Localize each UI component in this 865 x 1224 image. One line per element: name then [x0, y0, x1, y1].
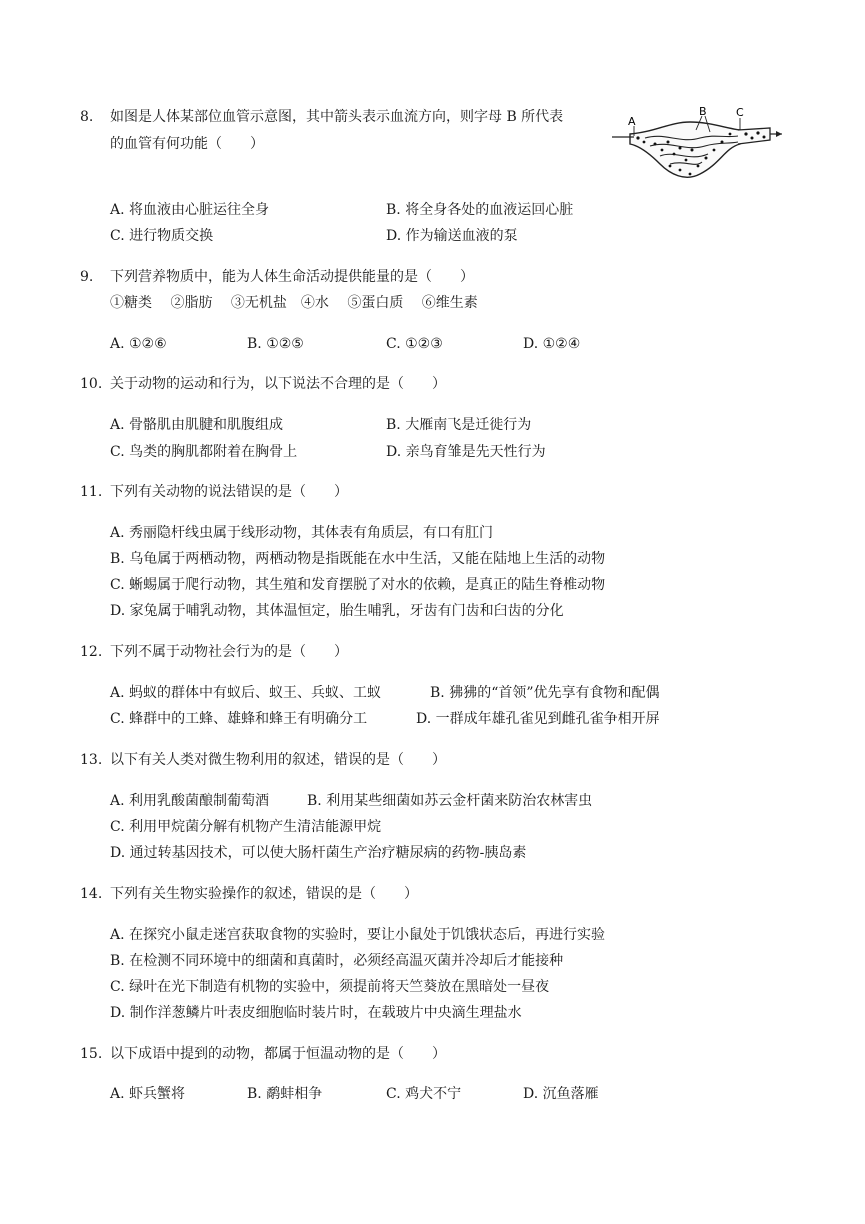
- figure-label-a: A: [628, 115, 636, 128]
- q11-option-a: A. 秀丽隐杆线虫属于线形动物，其体表有角质层，有口有肛门: [110, 525, 494, 541]
- question-9-number: 9.: [80, 269, 94, 285]
- q9-option-c: C. ①②③: [386, 336, 443, 352]
- question-8-stem-line1: 如图是人体某部位血管示意图，其中箭头表示血流方向，则字母 B 所代表: [110, 109, 564, 125]
- q13-option-c: C. 利用甲烷菌分解有机物产生清洁能源甲烷: [110, 819, 382, 835]
- q15-option-c: C. 鸡犬不宁: [386, 1086, 462, 1102]
- q12-option-a: A. 蚂蚁的群体中有蚁后、蚁王、兵蚁、工蚁: [110, 685, 382, 701]
- q15-option-a: A. 虾兵蟹将: [110, 1086, 186, 1102]
- q15-option-b: B. 鹬蚌相争: [247, 1086, 323, 1102]
- q8-option-a: A. 将血液由心脏运往全身: [110, 202, 270, 218]
- question-10-stem: 关于动物的运动和行为，以下说法不合理的是（ ）: [110, 376, 446, 392]
- q13-option-a: A. 利用乳酸菌酿制葡萄酒: [110, 793, 270, 809]
- question-11-number: 11.: [80, 484, 103, 500]
- q11-option-d: D. 家兔属于哺乳动物，其体温恒定，胎生哺乳，牙齿有门齿和臼齿的分化: [110, 603, 564, 619]
- question-8-number: 8.: [80, 109, 94, 125]
- q9-option-d: D. ①②④: [523, 336, 581, 352]
- question-13-stem: 以下有关人类对微生物利用的叙述，错误的是（ ）: [110, 752, 446, 768]
- question-9-items: ①糖类 ②脂肪 ③无机盐 ④水 ⑤蛋白质 ⑥维生素: [110, 295, 478, 311]
- question-15-number: 15.: [80, 1046, 103, 1062]
- q9-option-b: B. ①②⑤: [247, 336, 304, 352]
- q9-option-a: A. ①②⑥: [110, 336, 167, 352]
- blood-vessel-diagram: [610, 104, 785, 188]
- question-11-stem: 下列有关动物的说法错误的是（ ）: [110, 484, 348, 500]
- q12-option-b: B. 狒狒的“首领”优先享有食物和配偶: [430, 685, 660, 701]
- q15-option-d: D. 沉鱼落雁: [523, 1086, 599, 1102]
- q8-option-d: D. 作为输送血液的泵: [386, 228, 518, 244]
- q11-option-c: C. 蜥蜴属于爬行动物，其生殖和发育摆脱了对水的依赖，是真正的陆生脊椎动物: [110, 577, 606, 593]
- q8-option-b: B. 将全身各处的血液运回心脏: [386, 202, 574, 218]
- q10-option-b: B. 大雁南飞是迁徙行为: [386, 417, 532, 433]
- question-9-stem: 下列营养物质中，能为人体生命活动提供能量的是（ ）: [110, 269, 474, 285]
- question-10-number: 10.: [80, 376, 103, 392]
- question-15-stem: 以下成语中提到的动物，都属于恒温动物的是（ ）: [110, 1046, 446, 1062]
- q10-option-c: C. 鸟类的胸肌都附着在胸骨上: [110, 444, 298, 460]
- q14-option-a: A. 在探究小鼠走迷宫获取食物的实验时，要让小鼠处于饥饿状态后，再进行实验: [110, 927, 606, 943]
- q13-option-b: B. 利用某些细菌如苏云金杆菌来防治农林害虫: [307, 793, 593, 809]
- question-12-stem: 下列不属于动物社会行为的是（ ）: [110, 644, 348, 660]
- question-8-stem-line2: 的血管有何功能（ ）: [110, 136, 264, 152]
- question-12-number: 12.: [80, 644, 103, 660]
- q14-option-c: C. 绿叶在光下制造有机物的实验中，须提前将天竺葵放在黑暗处一昼夜: [110, 979, 550, 995]
- q10-option-a: A. 骨骼肌由肌腱和肌腹组成: [110, 417, 284, 433]
- q11-option-b: B. 乌龟属于两栖动物，两栖动物是指既能在水中生活，又能在陆地上生活的动物: [110, 551, 606, 567]
- q14-option-d: D. 制作洋葱鳞片叶表皮细胞临时装片时，在载玻片中央滴生理盐水: [110, 1005, 522, 1021]
- q13-option-d: D. 通过转基因技术，可以使大肠杆菌生产治疗糖尿病的药物-胰岛素: [110, 845, 527, 861]
- question-13-number: 13.: [80, 752, 103, 768]
- question-14-stem: 下列有关生物实验操作的叙述，错误的是（ ）: [110, 886, 418, 902]
- q12-option-d: D. 一群成年雄孔雀见到雌孔雀争相开屏: [416, 711, 660, 727]
- figure-label-c: C: [736, 106, 744, 119]
- figure-label-b: B: [699, 105, 707, 118]
- q14-option-b: B. 在检测不同环境中的细菌和真菌时，必须经高温灭菌并冷却后才能接种: [110, 953, 564, 969]
- question-14-number: 14.: [80, 886, 103, 902]
- q10-option-d: D. 亲鸟育雏是先天性行为: [386, 444, 546, 460]
- q12-option-c: C. 蜂群中的工蜂、雄蜂和蜂王有明确分工: [110, 711, 368, 727]
- q8-option-c: C. 进行物质交换: [110, 228, 214, 244]
